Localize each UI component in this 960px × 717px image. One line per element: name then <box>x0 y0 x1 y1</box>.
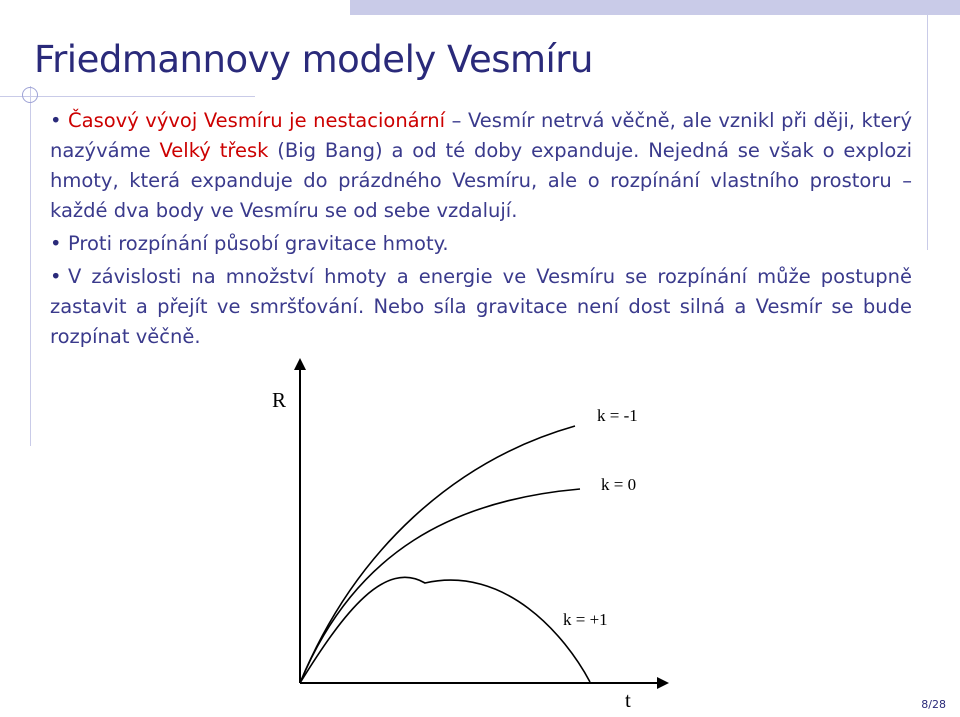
page-title: Friedmannovy modely Vesmíru <box>34 38 593 81</box>
bullet-text: Proti rozpínání působí gravitace hmoty. <box>68 232 449 255</box>
header-bar <box>350 0 960 15</box>
y-axis-label: R <box>272 388 287 412</box>
left-decor-line <box>30 86 31 446</box>
bullet-icon: • <box>50 265 62 288</box>
bullet-text: (Big Bang) a od té doby expanduje. Nejedná se však o explozi hmoty, která expanduje do prázdného Vesmíru, ale o rozpínání vlastního prostoru – každé dva body ve Vesmíru se od sebe vzdalují. <box>50 139 912 222</box>
curve-k-0 <box>300 489 580 683</box>
curve-k-plus-1 <box>300 577 590 683</box>
decor-circle-icon <box>22 87 38 103</box>
curve-label-k-0: k = 0 <box>601 475 637 494</box>
bullet-item-gravity <box>50 229 912 259</box>
bullet-list <box>50 106 912 352</box>
friedmann-diagram <box>255 350 680 712</box>
x-axis-label: t <box>625 688 631 712</box>
curve-label-k-minus-1: k = -1 <box>597 406 638 425</box>
bullet-item-fate <box>50 262 912 352</box>
curve-label-k-plus-1: k = +1 <box>563 610 608 629</box>
bullet-text: – Vesmír netrvá věčně, ale vznikl při ději, který nazýváme <box>50 109 912 162</box>
page-number: 8/28 <box>921 698 946 711</box>
right-decor-line <box>927 15 928 250</box>
bullet-item-expansion <box>50 106 912 226</box>
bullet-text: Velký třesk <box>159 139 269 162</box>
bullet-text: V závislosti na množství hmoty a energie ve Vesmíru se rozpínání může postupně zastavit a přejít ve smršťování. Nebo síla gravitace není dost silná a Vesmír se bude rozpínat věčně. <box>50 265 912 348</box>
title-underline <box>0 96 255 97</box>
bullet-text: Časový vývoj Vesmíru je nestacionární <box>68 109 446 132</box>
bullet-icon: • <box>50 232 62 255</box>
bullet-icon: • <box>50 109 62 132</box>
curve-k-minus-1 <box>300 426 575 683</box>
